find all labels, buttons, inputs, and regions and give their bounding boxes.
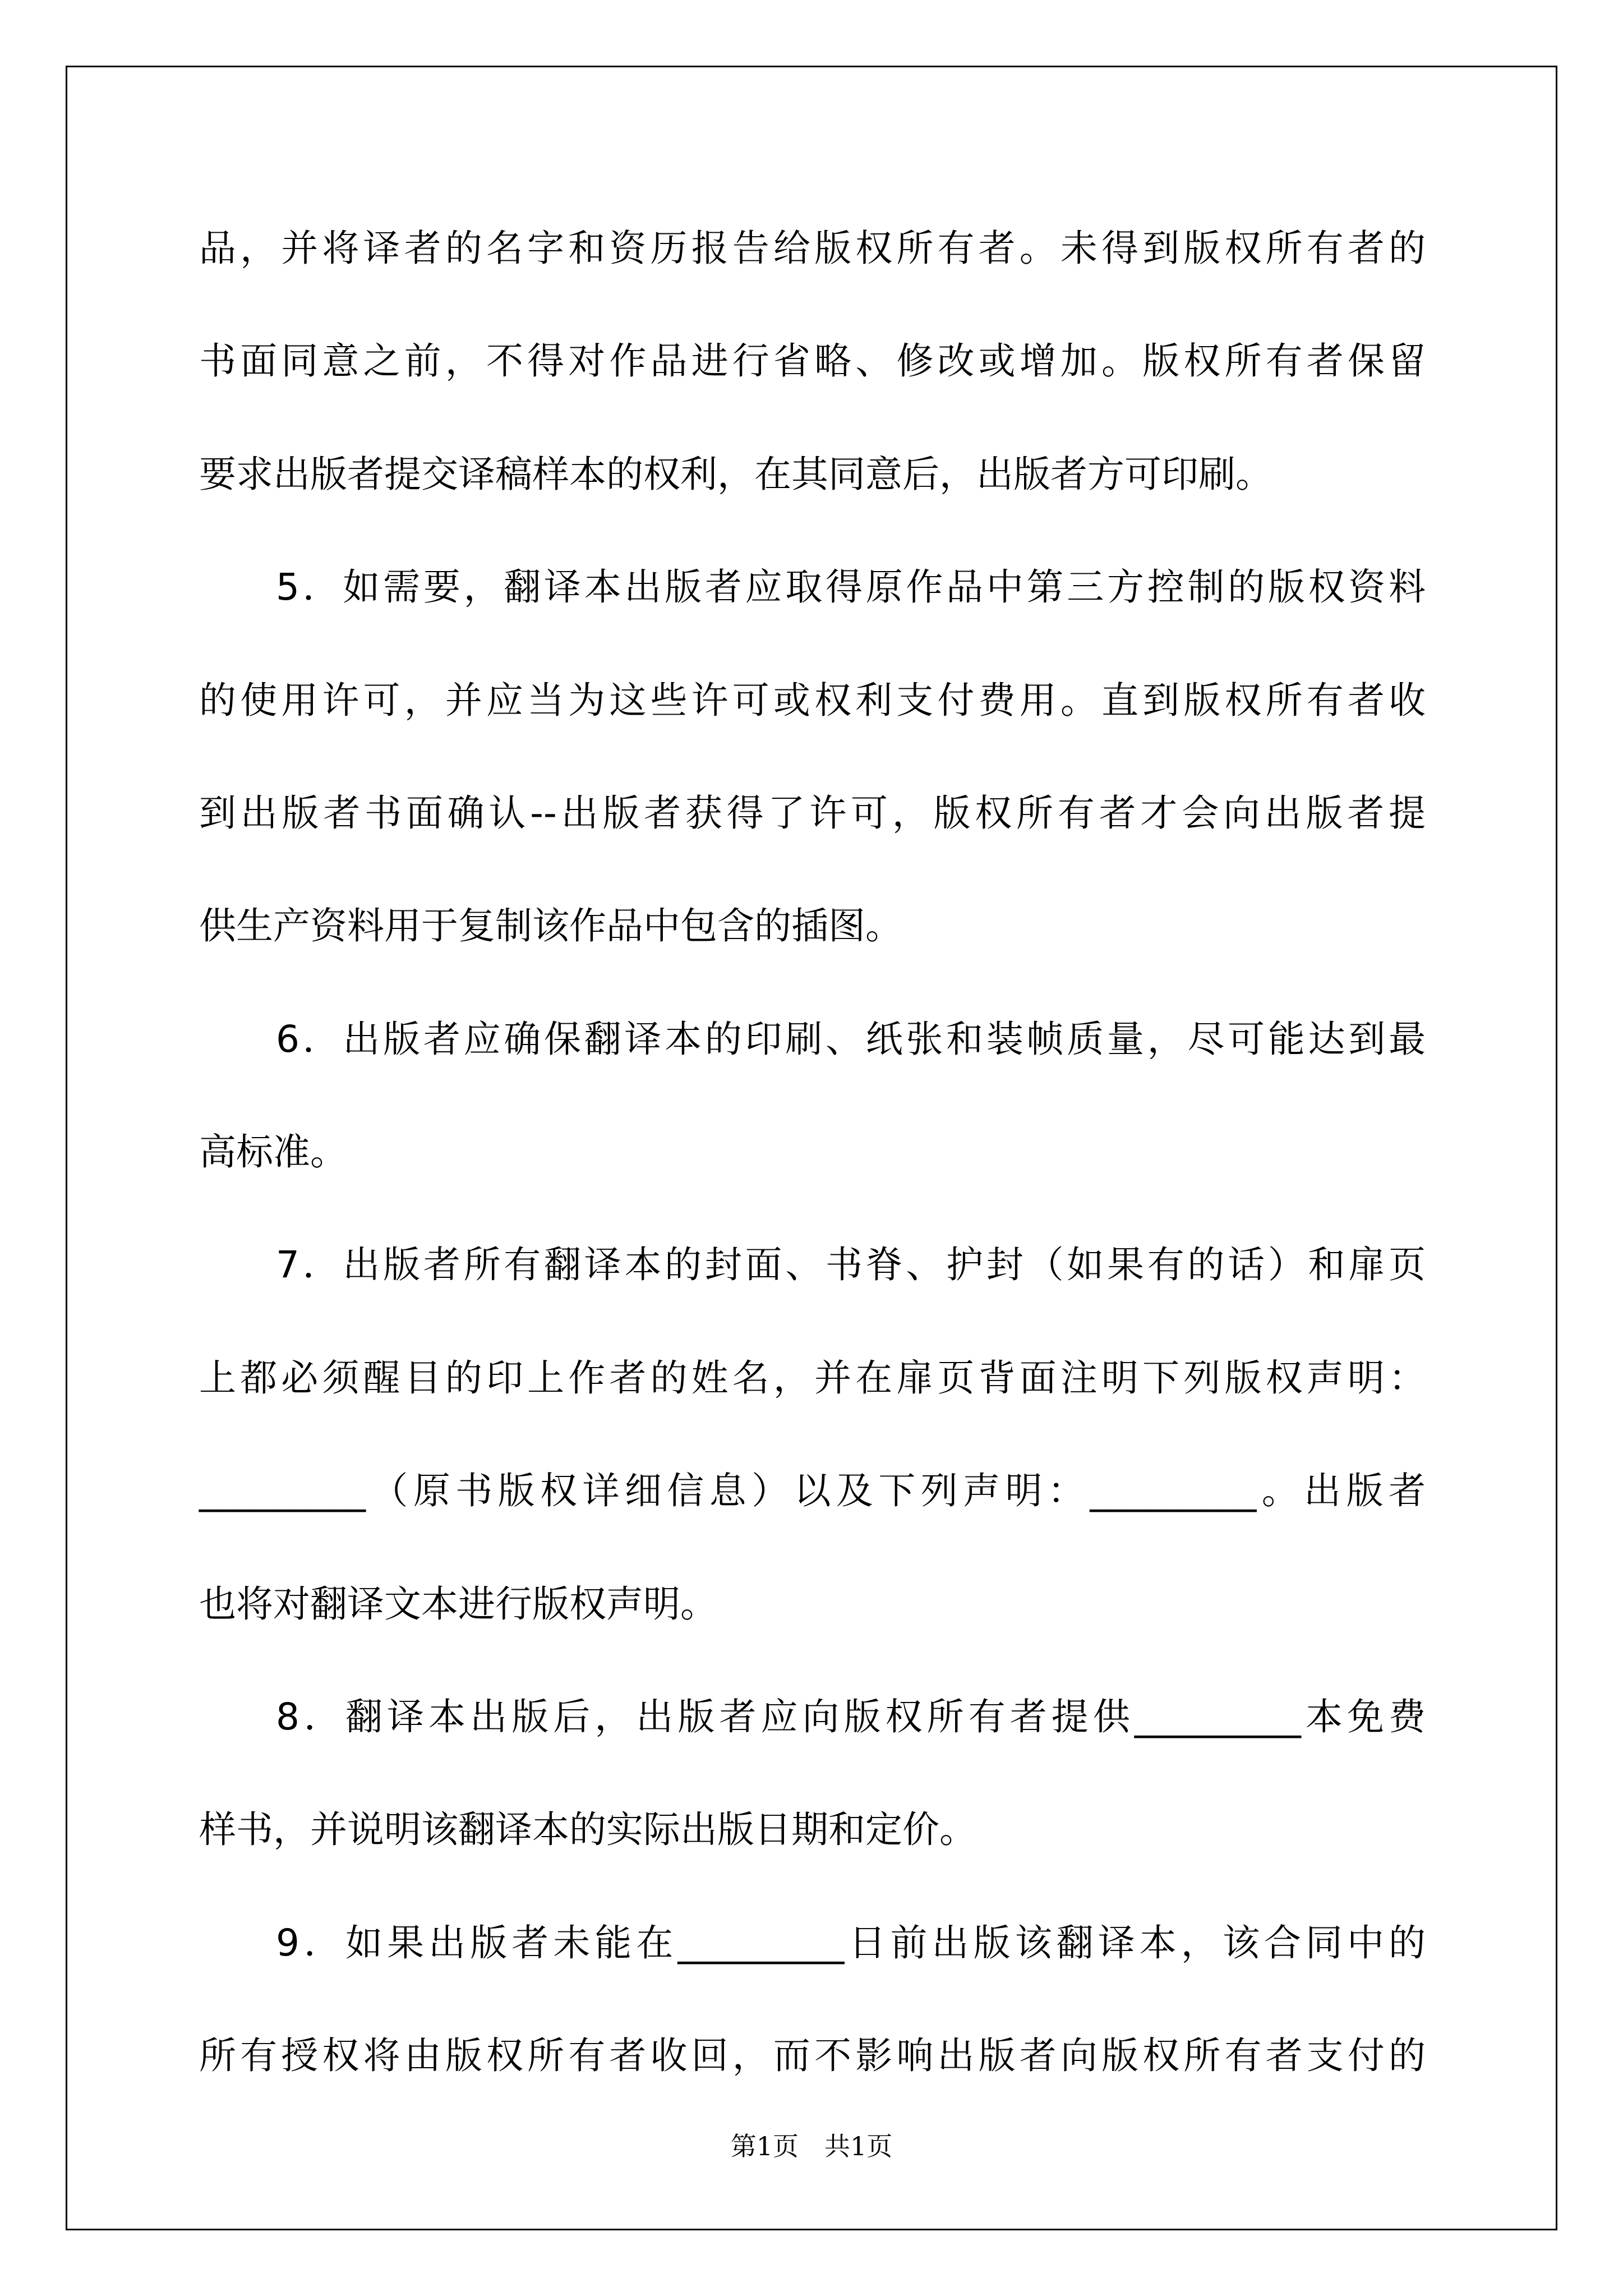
text-line: 到出版者书面确认--出版者获得了许可，版权所有者才会向出版者提 (199, 792, 1426, 835)
paragraph-6-first-line: 6．出版者应确保翻译本的印刷、纸张和装帧质量，尽可能达到最 (276, 1018, 1426, 1061)
paragraph-7-first-line: 7．出版者所有翻译本的封面、书脊、护封（如果有的话）和扉页 (276, 1243, 1426, 1286)
text-line: 高标准。 (199, 1130, 347, 1174)
text-line: 上都必须醒目的印上作者的姓名，并在扉页背面注明下列版权声明： (199, 1356, 1426, 1400)
text-line: _________（原书版权详细信息）以及下列声明：_________。出版者 (199, 1469, 1426, 1512)
page-footer: 第1页 共1页 (730, 2131, 893, 2161)
paragraph-5-first-line: 5．如需要，翻译本出版者应取得原作品中第三方控制的版权资料 (276, 565, 1426, 609)
text-line: 也将对翻译文本进行版权声明。 (199, 1582, 717, 1626)
text-line: 供生产资料用于复制该作品中包含的插图。 (199, 904, 902, 947)
text-line: 要求出版者提交译稿样本的权利，在其同意后，出版者方可印刷。 (199, 453, 1272, 496)
paragraph-8-first-line: 8．翻译本出版后，出版者应向版权所有者提供_________本免费 (276, 1695, 1426, 1738)
text-line: 所有授权将由版权所有者收回，而不影响出版者向版权所有者支付的 (199, 2034, 1426, 2077)
text-line: 样书，并说明该翻译本的实际出版日期和定价。 (199, 1808, 976, 1851)
text-line: 品，并将译者的名字和资历报告给版权所有者。未得到版权所有者的 (199, 227, 1426, 270)
text-line: 书面同意之前，不得对作品进行省略、修改或增加。版权所有者保留 (199, 339, 1426, 383)
text-line: 的使用许可，并应当为这些许可或权利支付费用。直到版权所有者收 (199, 679, 1426, 722)
paragraph-9-first-line: 9．如果出版者未能在_________日前出版该翻译本，该合同中的 (276, 1921, 1426, 1964)
